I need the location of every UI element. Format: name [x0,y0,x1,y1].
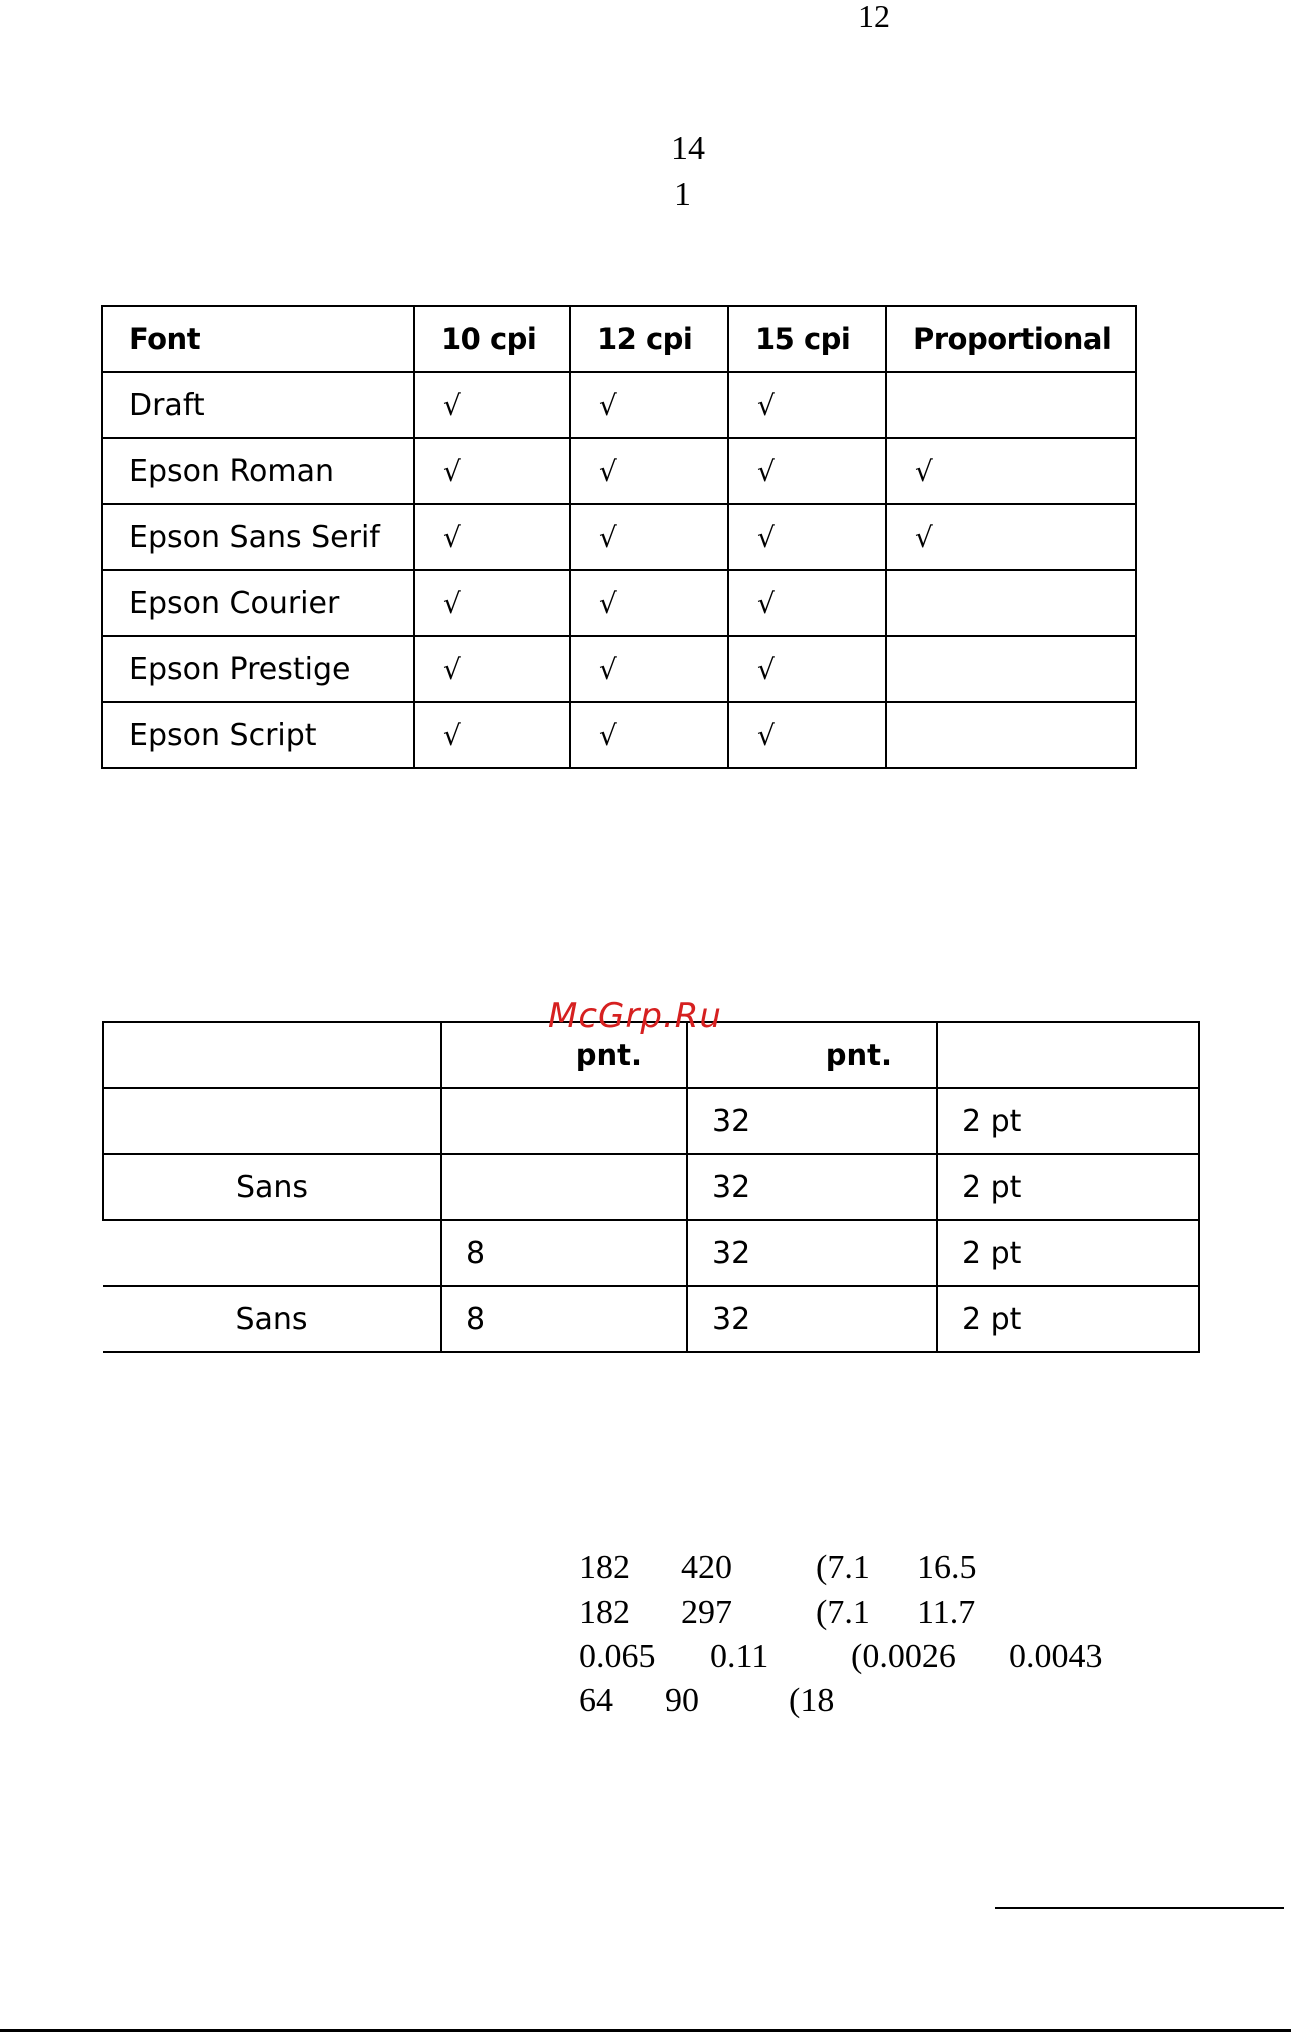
check-10cpi: √ [414,504,570,570]
check-12cpi: √ [570,504,728,570]
font-name: Epson Prestige [102,636,414,702]
check-15cpi: √ [728,570,886,636]
cell-min: 8 [441,1220,687,1286]
point-size-table [102,1021,1200,1353]
check-proportional: √ [886,504,1136,570]
table-row [103,1154,1199,1220]
header-cell-0 [103,1022,441,1088]
watermark-text: McGrp.Ru [548,996,722,1036]
cell-font: Sans [103,1286,441,1352]
check-12cpi: √ [570,570,728,636]
spec-value: 0.0043 [1009,1638,1103,1675]
spec-value: 16.5 [917,1549,977,1586]
spec-value: 182 [579,1549,630,1586]
cell-step: 2 pt [937,1088,1199,1154]
cell-min [441,1154,687,1220]
table-row [103,1220,1199,1286]
cell-font: Sans [103,1154,441,1220]
spec-value: (0.0026 [851,1638,956,1675]
spec-value: 420 [681,1549,732,1586]
table-row [102,372,1136,438]
cell-min [441,1088,687,1154]
check-proportional [886,372,1136,438]
spec-value: 0.11 [710,1638,769,1675]
check-15cpi: √ [728,372,886,438]
cell-max: 32 [687,1088,937,1154]
cell-step: 2 pt [937,1286,1199,1352]
top-value-b: 1 [674,176,691,213]
header-cell-3 [937,1022,1199,1088]
font-name: Epson Roman [102,438,414,504]
check-15cpi: √ [728,438,886,504]
header-15cpi: 15 cpi [728,306,886,372]
check-10cpi: √ [414,438,570,504]
header-cell-2: pnt. [687,1022,937,1088]
cell-min: 8 [441,1286,687,1352]
check-12cpi: √ [570,372,728,438]
check-15cpi: √ [728,636,886,702]
table-row [102,702,1136,768]
table-header-row [102,306,1136,372]
spec-value: 0.065 [579,1638,656,1675]
cell-font [103,1220,441,1286]
check-10cpi: √ [414,570,570,636]
spec-value: (7.1 [816,1549,870,1586]
check-12cpi: √ [570,438,728,504]
table-row [103,1088,1199,1154]
check-10cpi: √ [414,702,570,768]
check-proportional [886,702,1136,768]
table-row [102,504,1136,570]
spec-value: 297 [681,1594,732,1631]
cell-step: 2 pt [937,1220,1199,1286]
cell-step: 2 pt [937,1154,1199,1220]
check-10cpi: √ [414,372,570,438]
spec-value: 64 [579,1682,613,1719]
check-proportional [886,636,1136,702]
check-12cpi: √ [570,636,728,702]
table-row [103,1286,1199,1352]
font-name: Epson Sans Serif [102,504,414,570]
check-15cpi: √ [728,504,886,570]
font-name: Epson Courier [102,570,414,636]
table-row [102,438,1136,504]
header-12cpi: 12 cpi [570,306,728,372]
top-value-a: 14 [671,130,705,167]
check-15cpi: √ [728,702,886,768]
page-number: 12 [858,0,890,34]
spec-value: (7.1 [816,1594,870,1631]
footnote-rule [995,1907,1284,1909]
cell-max: 32 [687,1286,937,1352]
header-10cpi: 10 cpi [414,306,570,372]
spec-value: (18 [789,1682,835,1719]
header-proportional: Proportional [886,306,1136,372]
spec-value: 11.7 [917,1594,976,1631]
cell-max: 32 [687,1154,937,1220]
check-proportional: √ [886,438,1136,504]
font-pitch-table [101,305,1137,769]
table-row [102,636,1136,702]
check-10cpi: √ [414,636,570,702]
spec-value: 182 [579,1594,630,1631]
check-12cpi: √ [570,702,728,768]
cell-font [103,1088,441,1154]
check-proportional [886,570,1136,636]
table-row [102,570,1136,636]
header-cell-1: pnt. [441,1022,687,1088]
spec-value: 90 [665,1682,699,1719]
font-name: Epson Script [102,702,414,768]
cell-max: 32 [687,1220,937,1286]
font-name: Draft [102,372,414,438]
header-font: Font [102,306,414,372]
